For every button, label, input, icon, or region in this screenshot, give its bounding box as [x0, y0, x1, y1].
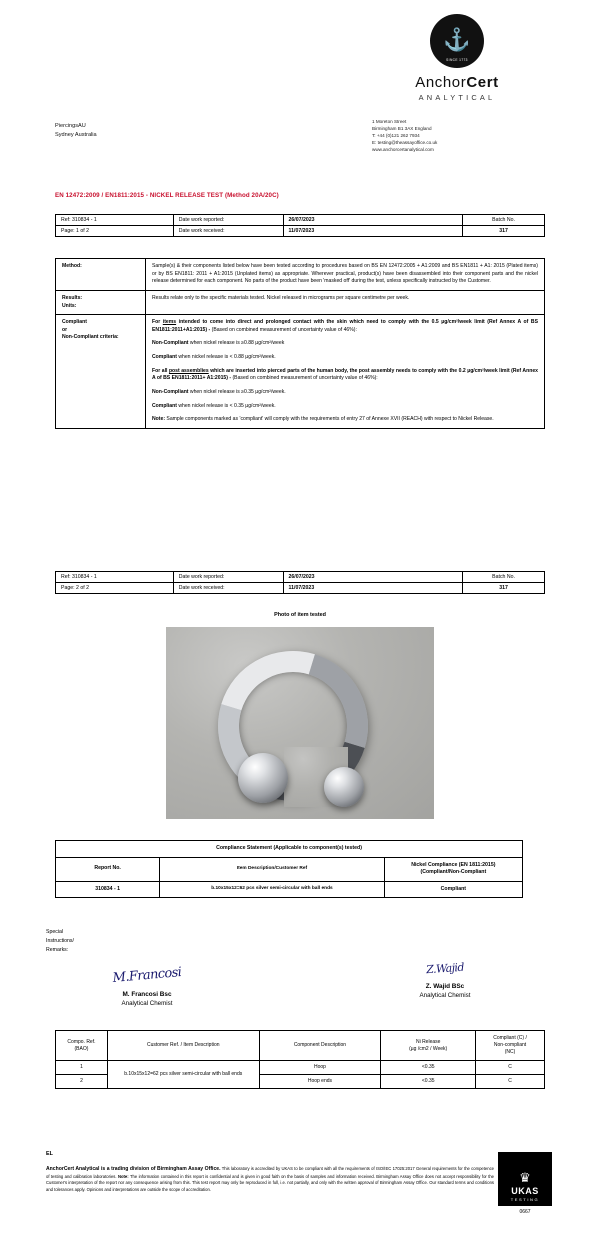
reference-table-page1 [55, 214, 545, 237]
criteria-p4-a: For all [152, 367, 169, 374]
cell-ni-release: <0.35 [381, 1061, 476, 1075]
cell-report-no: 310834 - 1 [56, 881, 160, 898]
col-header-nickel-compliance-line2: (Compliant/Non-Compliant [420, 869, 487, 876]
handwritten-signature: M.Francosi [112, 965, 182, 986]
cell-ni-release: <0.35 [381, 1075, 476, 1089]
table-header-row [56, 857, 523, 881]
cell-compliant: C [476, 1075, 545, 1089]
criteria-p7-bold: Note: [152, 416, 166, 423]
client-address [55, 122, 97, 140]
crown-icon: ♛ [519, 1170, 531, 1185]
cell-component-description: Hoop ends [259, 1075, 381, 1089]
signature-block-2 [360, 962, 530, 999]
ukas-accreditation [498, 1152, 552, 1215]
col-header-compliant-line3: (NC) [504, 1049, 516, 1055]
col-header-compliant-line1: Compliant (C) / [493, 1035, 527, 1041]
special-line-2: Instructions/ [46, 938, 74, 945]
cell-compo-ref: 1 [56, 1061, 108, 1075]
signatory-role: Analytical Chemist [419, 992, 471, 999]
table-row [56, 881, 523, 898]
results-text: Results relate only to the specific materials tested. Nickel released in micrograms per square centimetre per week. [146, 290, 545, 314]
criteria-p1-underline: items [162, 319, 177, 326]
cell-item-description: b.10x15x12=62 pcs silver semi-circular with ball ends [160, 881, 384, 898]
page-number: Page: 1 of 2 [56, 226, 174, 237]
page-title: EN 12472:2009 / EN1811:2015 - NICKEL RELEASE TEST (Method 20A/20C) [55, 192, 279, 199]
criteria-paragraph-nc2 [152, 389, 538, 397]
criteria-label-or: or [62, 326, 68, 333]
reference-table-page2 [55, 571, 545, 594]
criteria-paragraph-items [152, 319, 538, 334]
criteria-p1-b: intended to come into direct and prolonged contact with the skin which need to comply with the 0.5 µg/cm²/week limit (Ref Annex A of BS EN1811:2011+A1:2015) - [152, 319, 539, 333]
method-label: Method: [56, 259, 146, 291]
col-header-customer-ref: Customer Ref. / Item Description [107, 1031, 259, 1061]
method-text: Sample(s) & their components listed below have been tested according to procedures based on BS EN 12472:2005 + A1:2009 and BS EN1811 + A1: 2015 (Plated items) or by BS EN1811: 2011 + A1:2015 (Unplated items) as appropriate. Wherever practical, product(s) have been disassembled into their component parts and the nickel release determined for each component. No parts of the product have been 'masked off' during the test, unless specifically instructed by the Customer. [146, 259, 545, 291]
ring-ball-large [238, 753, 288, 803]
batch-no-value: 317 [463, 226, 545, 237]
ukas-number: 0667 [519, 1209, 531, 1215]
criteria-label-compliant: Compliant [62, 319, 87, 326]
address-line: T: +44 (0)121 262 7934 [372, 133, 420, 139]
cell-compliance: Compliant [384, 881, 522, 898]
date-received-value: 11/07/2023 [283, 226, 463, 237]
criteria-paragraph-c1 [152, 354, 538, 362]
anchor-glyph: ⚓ [443, 26, 471, 52]
brand-subtitle: ANALYTICAL [418, 93, 496, 102]
address-line: E: testing@theassayoffice.co.uk [372, 140, 438, 146]
criteria-paragraph-post [152, 368, 538, 383]
footer-body-2: The information contained in this report is confidential and is given in good faith on the basis of samples and information received. Birmingham Assay Office does not accept responsibility for the Customer's interpretation of the report nor any consequence arising from this. This test report may only be reproduced in full, i.e. not partially, and only with the written approval of Birmingham Assay Office. Our standard terms and conditions and tolerances apply. Opinions and interpretations are outside the scope of accreditation. [46, 1173, 495, 1192]
address-line: Birmingham B1 3AX England [372, 126, 432, 132]
ref-number: Ref: 310834 - 1 [56, 215, 174, 226]
date-received-label: Date work received: [173, 226, 283, 237]
special-line-3: Remarks: [46, 947, 69, 954]
lab-address [372, 118, 542, 154]
date-reported-value: 26/07/2023 [283, 572, 463, 583]
el-mark: EL [46, 1151, 53, 1157]
table-row-results [56, 290, 545, 314]
compliance-statement-title: Compliance Statement (Applicable to component(s) tested) [56, 841, 523, 858]
brand-name-suffix: Cert [466, 74, 499, 91]
col-header-compo-ref [56, 1031, 108, 1061]
col-header-ni-release [381, 1031, 476, 1061]
cell-compo-ref: 2 [56, 1075, 108, 1089]
criteria-p4-b: which are inserted into pierced parts of the human body, the post assembly needs to comply with the 0.2 µg/cm²/week limit (Ref Annex A of BS EN1811:2011+ A1:2015) - [152, 367, 538, 382]
results-table [55, 1030, 545, 1089]
col-header-component-description: Component Description [259, 1031, 381, 1061]
compliance-statement-table [55, 840, 523, 898]
criteria-label [56, 315, 146, 429]
col-header-compo-ref-line1: Compo. Ref. [67, 1038, 96, 1045]
criteria-p1-c: (Based on combined measurement of uncertainty value of 46%): [211, 326, 357, 333]
ukas-logo [498, 1152, 552, 1206]
criteria-p5-text: when nickel release is ≥0.35 µg/cm²/week. [188, 389, 286, 396]
col-header-nickel-compliance-line1: Nickel Compliance (EN 1811:2015) [411, 861, 496, 868]
criteria-p5-bold: Non-Compliant [152, 389, 189, 396]
footer-note-label: Note: [117, 1173, 129, 1179]
criteria-p1-a: For [152, 319, 163, 326]
cell-component-description: Hoop [259, 1061, 381, 1075]
col-header-compo-ref-line2: (BAO) [74, 1045, 89, 1052]
signatory-role: Analytical Chemist [121, 1000, 173, 1007]
photo-caption: Photo of item tested [274, 612, 326, 618]
results-units-label [56, 290, 146, 314]
table-row [56, 583, 545, 594]
col-header-report-no: Report No. [56, 857, 160, 881]
ukas-name: UKAS [511, 1186, 539, 1196]
table-row [56, 572, 545, 583]
handwritten-signature: Z.Wajid [425, 960, 465, 977]
ukas-sub: TESTING [510, 1197, 540, 1202]
batch-no-label: Batch No. [463, 215, 545, 226]
brand-name-prefix: Anchor [415, 74, 467, 91]
criteria-p2-text: when nickel release is ≥0.88 µg/cm²/week [188, 340, 285, 347]
brand-name [372, 74, 542, 91]
units-label: Units: [62, 302, 77, 309]
table-row [56, 841, 523, 858]
address-line-website[interactable]: www.anchorcertanalytical.com [372, 147, 434, 153]
ring-ball-small [324, 767, 364, 807]
col-header-ni-release-line2: (µg /cm2 / Week) [409, 1045, 448, 1052]
criteria-paragraph-note [152, 416, 538, 424]
date-reported-label: Date work reported: [173, 215, 283, 226]
col-header-compliant-line2: Non-compliant [493, 1042, 527, 1048]
table-row-criteria [56, 315, 545, 429]
address-line: 1 Moreton Street [372, 119, 407, 124]
criteria-p6-text: when nickel release is < 0.35 µg/cm²/week. [176, 402, 276, 409]
ref-number: Ref: 310834 - 1 [56, 572, 174, 583]
footer-disclaimer [46, 1166, 494, 1193]
col-header-ni-release-line1: Ni Release [415, 1038, 441, 1045]
col-header-item-description: Item Description/Customer Ref [160, 857, 384, 881]
table-row [56, 1061, 545, 1075]
criteria-p6-bold: Compliant [152, 402, 177, 409]
criteria-text [146, 315, 545, 429]
criteria-p2-bold: Non-Compliant [152, 340, 189, 347]
anchor-icon [430, 14, 484, 68]
criteria-label-noncompliant: Non-Compliant criteria: [62, 334, 119, 341]
criteria-p3-bold: Compliant [152, 354, 177, 361]
signature-block-1 [62, 965, 232, 1007]
special-instructions [46, 928, 74, 955]
results-label: Results: [62, 294, 83, 301]
date-received-label: Date work received: [173, 583, 283, 594]
date-reported-value: 26/07/2023 [283, 215, 463, 226]
client-name: PiercingsAU [55, 123, 86, 129]
page-number: Page: 2 of 2 [56, 583, 174, 594]
table-row-method [56, 259, 545, 291]
table-row [56, 215, 545, 226]
cell-compliant: C [476, 1061, 545, 1075]
client-location: Sydney Australia [55, 131, 97, 138]
table-header-row [56, 1031, 545, 1061]
method-results-criteria-table [55, 258, 545, 429]
table-row [56, 226, 545, 237]
cell-customer-ref: b.10x15x12=62 pcs silver semi-circular with ball ends [107, 1061, 259, 1089]
date-received-value: 11/07/2023 [283, 583, 463, 594]
footer-body-1: This laboratory is accredited by UKAS to be compliant with all the requirements of ISO/IEC 17025:2017 General requirements for the competence of testing and calibration laboratories. [46, 1166, 494, 1179]
batch-no-value: 317 [463, 583, 545, 594]
criteria-p4-c: (Based on combined measurement of uncertainty value of 46%): [232, 375, 378, 382]
signatory-name: Z. Wajid BSc [425, 983, 465, 990]
col-header-nickel-compliance [384, 857, 522, 881]
date-reported-label: Date work reported: [173, 572, 283, 583]
report-header [0, 0, 600, 175]
col-header-compliant [476, 1031, 545, 1061]
criteria-p7-text: Sample components marked as 'compliant' will comply with the requirements of entry 27 of Annexe XVII (REACH) with respect to Nickel Release. [165, 416, 494, 423]
criteria-paragraph-nc1 [152, 340, 538, 348]
criteria-paragraph-c2 [152, 403, 538, 411]
brand-logo [372, 14, 542, 102]
criteria-p4-underline: post assemblies [168, 367, 209, 374]
item-photo [166, 627, 434, 819]
special-line-1: Special [46, 929, 64, 935]
batch-no-label: Batch No. [463, 572, 545, 583]
logo-since-label: SINCE 1773 [446, 58, 468, 62]
signatory-name: M. Francosi Bsc [122, 991, 172, 998]
footer-lead: AnchorCert Analytical is a trading division of Birmingham Assay Office. [46, 1166, 221, 1172]
criteria-p3-text: when nickel release is < 0.88 µg/cm²/week. [176, 354, 276, 361]
